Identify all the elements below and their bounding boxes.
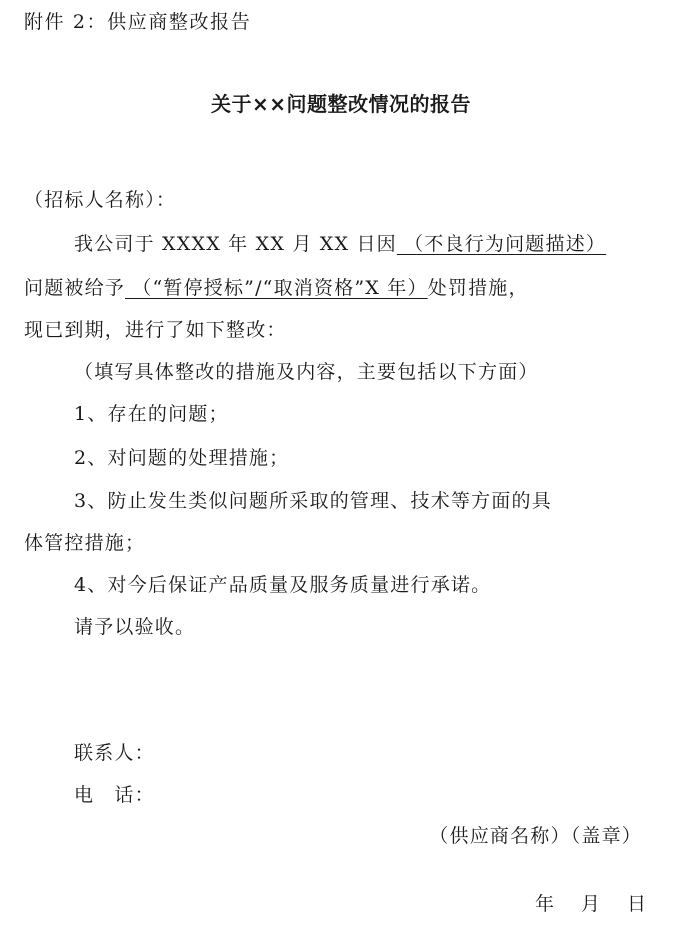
closing-text: 请予以验收。 xyxy=(74,616,196,638)
phone-label: 电 话： xyxy=(74,784,155,806)
list-item-4: 4、对今后保证产品质量及服务质量进行承诺。 xyxy=(74,574,492,596)
contact-label: 联系人： xyxy=(74,742,155,764)
para1-blank-description: （不良行为问题描述） xyxy=(396,233,607,255)
para1-tail-text: 处罚措施， xyxy=(427,277,529,299)
para1-mid-text: 问题被给予 xyxy=(24,277,126,299)
salutation: （招标人名称）： xyxy=(24,189,177,211)
date-line: 年 月 日 xyxy=(534,893,650,915)
paragraph-1-line-2 xyxy=(24,276,529,300)
paragraph-1-line-1 xyxy=(74,232,606,256)
list-item-3-line-1: 3、防止发生类似问题所采取的管理、技术等方面的具 xyxy=(74,490,552,512)
para1-lead-text: 我公司于 XXXX 年 XX 月 XX 日因 xyxy=(74,233,397,255)
attachment-label: 附件 2：供应商整改报告 xyxy=(24,11,252,33)
document-title: 关于××问题整改情况的报告 xyxy=(210,92,471,116)
signature-line: （供应商名称）（盖章） xyxy=(429,825,642,847)
list-item-1: 1、存在的问题； xyxy=(74,403,229,425)
list-item-3-line-2: 体管控措施； xyxy=(24,532,146,554)
list-item-2: 2、对问题的处理措施； xyxy=(74,447,290,469)
instruction-note: （填写具体整改的措施及内容，主要包括以下方面） xyxy=(74,361,539,383)
para1-blank-penalty: （“暂停授标”/“取消资格”X 年） xyxy=(125,277,428,299)
paragraph-1-line-3: 现已到期，进行了如下整改： xyxy=(24,319,287,341)
